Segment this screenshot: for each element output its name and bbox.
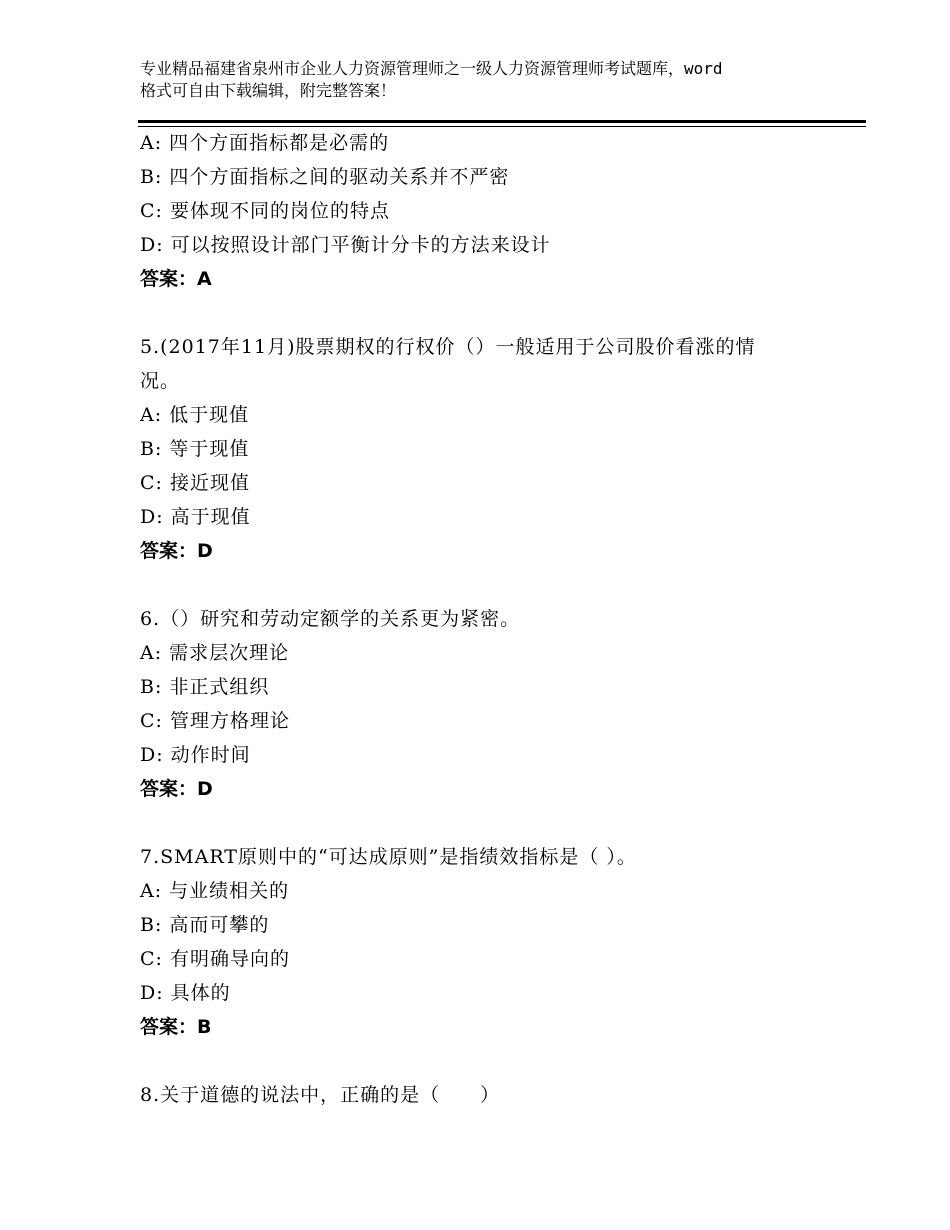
option-d: D: 高于现值 <box>140 506 251 528</box>
option-c: C: 管理方格理论 <box>140 710 290 732</box>
question-text: 5.(2017年11月)股票期权的行权价（）一般适用于公司股价看涨的情 <box>140 336 756 358</box>
option-b: B: 等于现值 <box>140 438 250 460</box>
option-c: C: 有明确导向的 <box>140 948 290 970</box>
option-d: D: 动作时间 <box>140 744 251 766</box>
question-text: 8.关于道德的说法中，正确的是（ ） <box>140 1084 501 1106</box>
question-8 <box>140 1078 840 1112</box>
header-line-2: 格式可自由下载编辑，附完整答案！ <box>140 81 397 100</box>
option-d: D: 可以按照设计部门平衡计分卡的方法来设计 <box>140 234 551 256</box>
option-b: B: 非正式组织 <box>140 676 270 698</box>
header-line-1: 专业精品福建省泉州市企业人力资源管理师之一级人力资源管理师考试题库，word <box>140 59 723 78</box>
question-text-continued: 况。 <box>140 370 181 392</box>
question-text: 6.（）研究和劳动定额学的关系更为紧密。 <box>140 608 521 630</box>
option-a: A: 与业绩相关的 <box>140 880 290 902</box>
question-text: 7.SMART原则中的“可达成原则”是指绩效指标是（ ）。 <box>140 846 637 868</box>
answer: 答案：B <box>140 1016 212 1038</box>
spacer <box>140 806 840 840</box>
answer: 答案：A <box>140 268 212 290</box>
document-body <box>140 126 840 1112</box>
option-a: A: 四个方面指标都是必需的 <box>140 132 390 154</box>
answer: 答案：D <box>140 540 213 562</box>
option-d: D: 具体的 <box>140 982 231 1004</box>
header-rule-thick <box>138 120 866 123</box>
spacer <box>140 568 840 602</box>
answer: 答案：D <box>140 778 213 800</box>
document-header <box>140 58 830 102</box>
option-b: B: 高而可攀的 <box>140 914 270 936</box>
option-c: C: 接近现值 <box>140 472 250 494</box>
option-b: B: 四个方面指标之间的驱动关系并不严密 <box>140 166 510 188</box>
spacer <box>140 296 840 330</box>
spacer <box>140 1044 840 1078</box>
question-5 <box>140 330 840 568</box>
question-7 <box>140 840 840 1044</box>
question-4 <box>140 126 840 296</box>
question-6 <box>140 602 840 806</box>
option-a: A: 需求层次理论 <box>140 642 290 664</box>
option-a: A: 低于现值 <box>140 404 250 426</box>
option-c: C: 要体现不同的岗位的特点 <box>140 200 390 222</box>
